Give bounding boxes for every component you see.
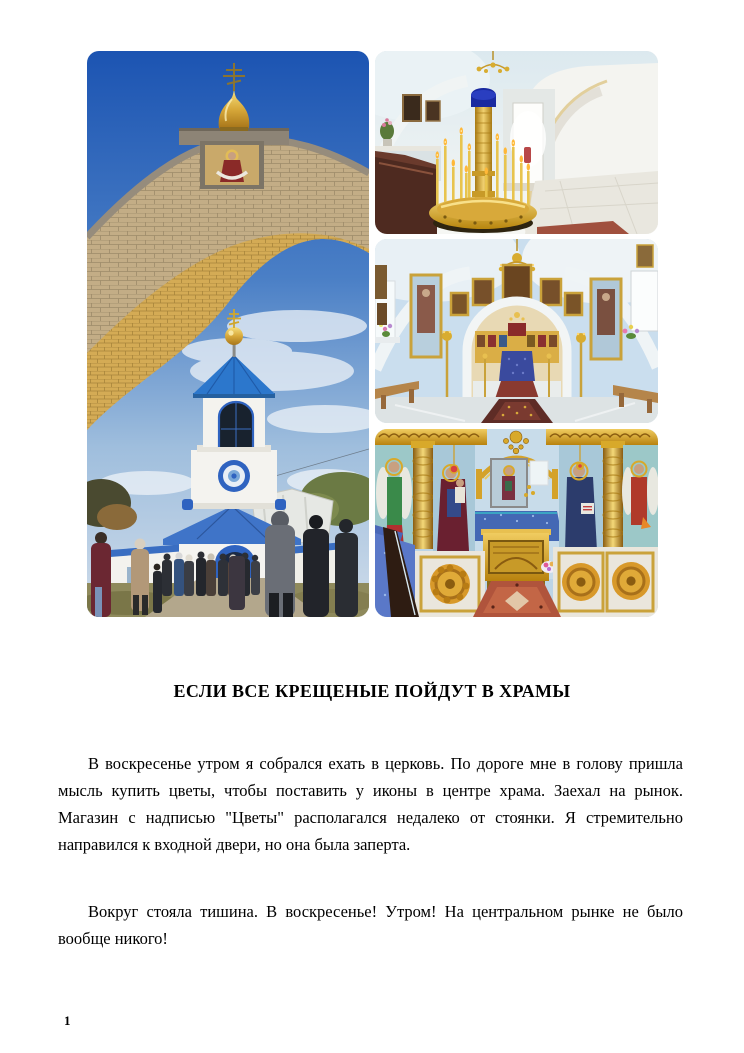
paragraph-1: В воскресенье утром я собрался ехать в церковь. По дороге мне в голову пришла мысль купить цветы, чтобы поставить у иконы в центре храма. Заехал на рынок. Магазин с надписью "Цветы" располагался недалеко от стоянки. Я стремительно направился к входной двери, но она была заперта. [58,754,683,854]
bench-back [375,151,437,234]
arch-icon [200,141,264,189]
paragraph-2: Вокруг стояла тишина. В воскресенье! Утром! На центральном рынке не было вообще никого! [58,902,683,948]
gold-column-2 [603,445,623,549]
page-number: 1 [64,1013,71,1028]
candle-stand-photo [375,51,658,234]
iconostasis-photo [375,429,658,617]
church-exterior-through-brick-arch-photo [87,51,369,617]
gold-column-1 [413,445,433,549]
christ-icon [559,445,603,555]
central-arch [467,301,567,401]
iconostasis-graphic [375,429,658,617]
church-photo-graphic [87,51,369,617]
center-window [530,461,548,485]
photo-collage [87,51,658,617]
page-title: ЕСЛИ ВСЕ КРЕЩЕНЫЕ ПОЙДУТ В ХРАМЫ [173,681,571,701]
candle-stand-graphic [375,51,658,234]
archangel-icon-right [622,445,658,549]
church-nave-photo [375,239,658,423]
mary-icon [433,445,475,555]
nave-graphic [375,239,658,423]
